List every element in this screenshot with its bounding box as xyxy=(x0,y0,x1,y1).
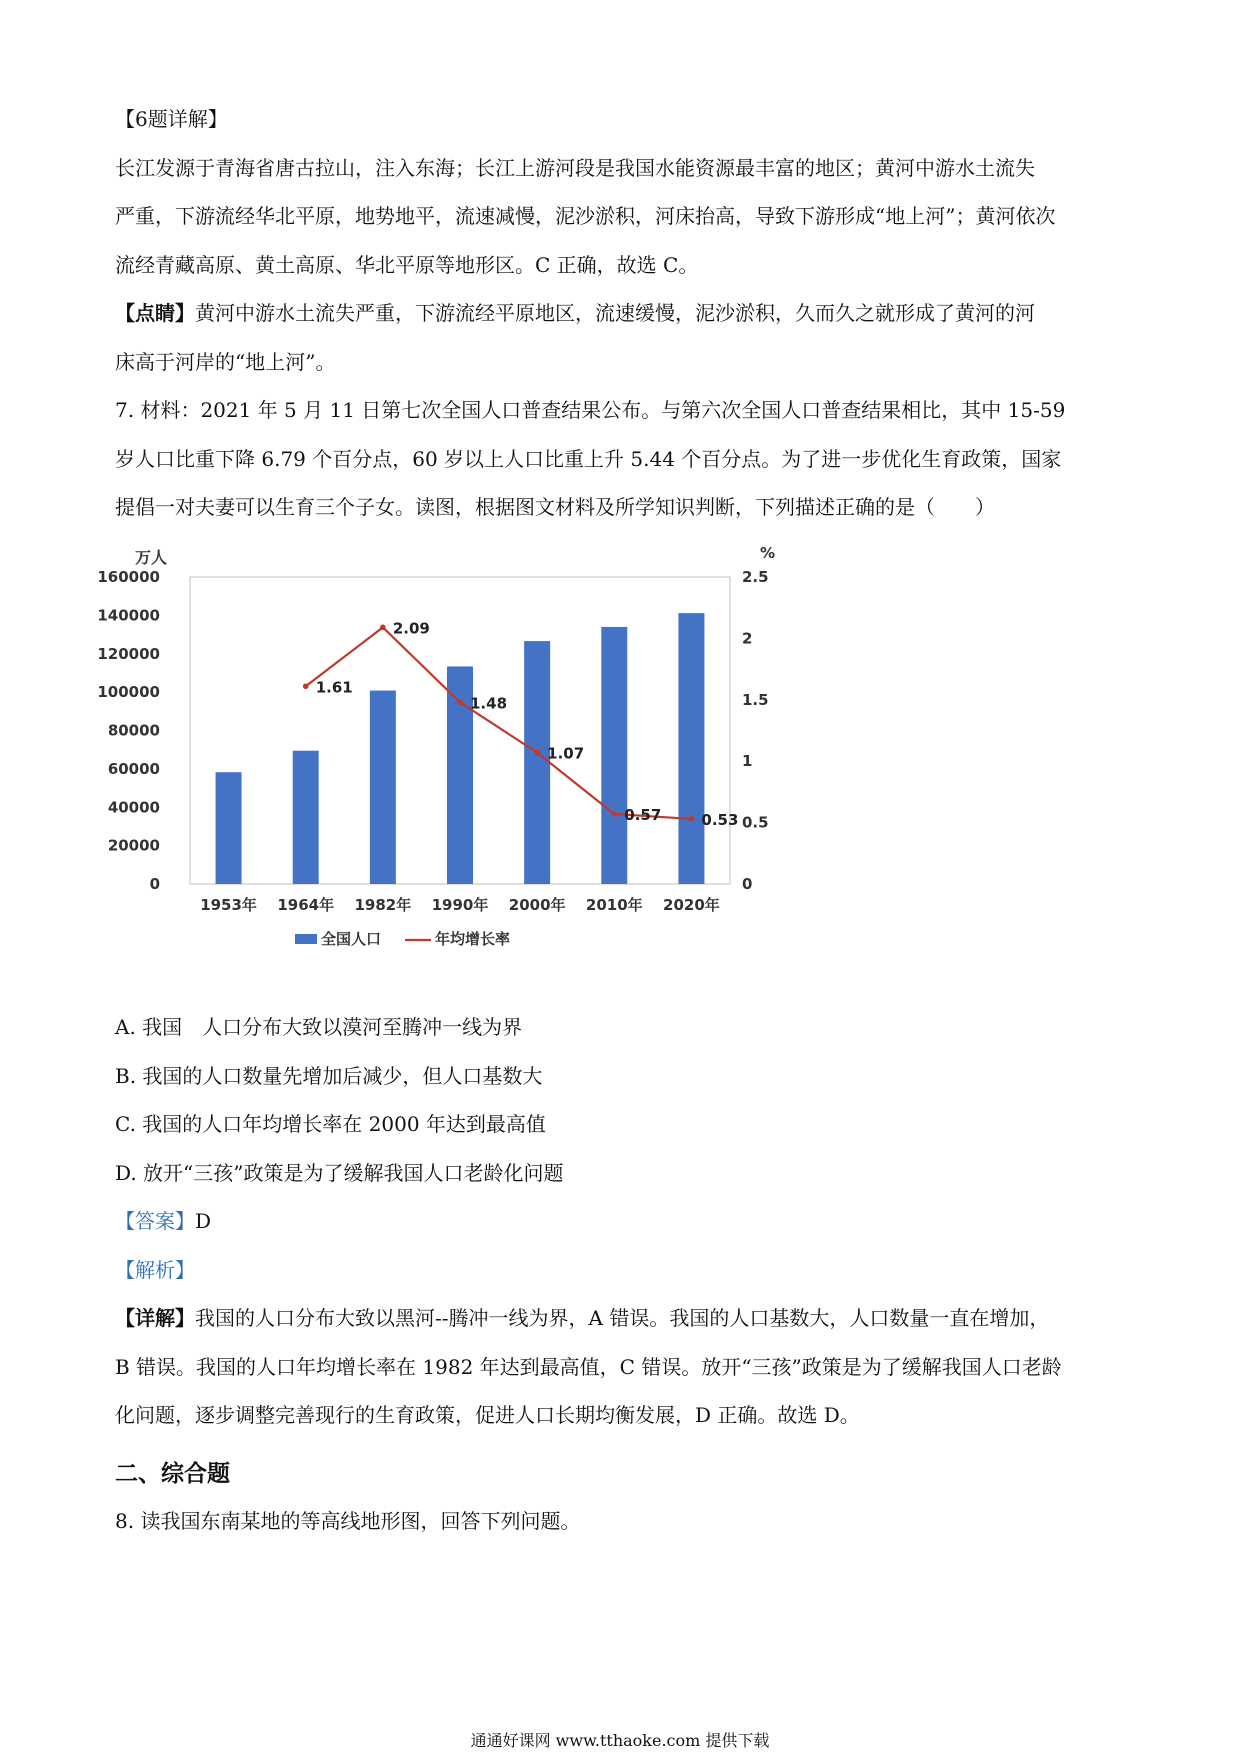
growth-rate-point xyxy=(534,750,540,756)
section-2-title: 二、综合题 xyxy=(115,1461,230,1487)
x-tick-label: 2010年 xyxy=(585,896,643,914)
option-b: B. 我国的人口数量先增加后减少，但人口基数大 xyxy=(115,1063,543,1088)
right-tick-label: 1 xyxy=(742,752,753,771)
x-tick-label: 1990年 xyxy=(431,896,489,914)
population-bar xyxy=(216,772,242,884)
x-tick-label: 1964年 xyxy=(277,896,335,914)
legend-bar-swatch xyxy=(295,934,317,944)
right-tick-label: 2 xyxy=(742,629,753,648)
q6-tip-line-1: 黄河中游水土流失严重，下游流经平原地区，流速缓慢，泥沙淤积，久而久之就形成了黄河的河 xyxy=(195,301,1035,325)
q6-block xyxy=(115,95,1135,386)
right-tick-label: 1.5 xyxy=(742,690,769,709)
growth-rate-data-label: 0.53 xyxy=(701,810,739,829)
q7-line-1: 7. 材料：2021 年 5 月 11 日第七次全国人口普查结果公布。与第六次全国人口普查结果相比，其中 15-59 xyxy=(115,398,1066,422)
x-tick-label: 2020年 xyxy=(663,896,720,914)
answer-label: 【答案】 xyxy=(115,1209,195,1233)
option-d: D. 放开“三孩”政策是为了缓解我国人口老龄化问题 xyxy=(115,1160,564,1185)
q6-tip-label: 【点睛】 xyxy=(115,301,195,325)
detail-line-3: 化问题，逐步调整完善现行的生育政策，促进人口长期均衡发展，D 正确。故选 D。 xyxy=(115,1403,860,1427)
detail-line-1: 我国的人口分布大致以黑河--腾冲一线为界，A 错误。我国的人口基数大，人口数量一直在增加， xyxy=(195,1306,1050,1330)
growth-rate-data-label: 2.09 xyxy=(392,619,430,638)
detail xyxy=(115,1294,1135,1343)
left-tick-label: 0 xyxy=(149,875,160,893)
population-bar xyxy=(293,751,319,884)
left-tick-label: 160000 xyxy=(97,568,160,586)
population-bar xyxy=(678,613,704,884)
q7-stem xyxy=(115,386,1135,532)
left-tick-label: 40000 xyxy=(107,798,160,817)
left-tick-label: 20000 xyxy=(107,836,160,855)
q6-tip-line-2: 床高于河岸的“地上河”。 xyxy=(115,349,336,374)
right-tick-label: 0 xyxy=(742,875,753,893)
x-tick-label: 1982年 xyxy=(354,896,412,914)
population-bar xyxy=(370,691,396,884)
growth-rate-point xyxy=(380,625,386,631)
growth-rate-point xyxy=(689,816,695,822)
growth-rate-point xyxy=(303,683,309,689)
growth-rate-line xyxy=(306,627,692,819)
growth-rate-point xyxy=(611,811,617,817)
answer-value: D xyxy=(195,1209,212,1233)
population-chart xyxy=(97,535,805,975)
growth-rate-data-label: 0.57 xyxy=(624,806,662,825)
right-tick-label: 2.5 xyxy=(742,568,769,586)
q7-line-2: 岁人口比重下降 6.79 个百分点，60 岁以上人口比重上升 5.44 个百分点。为了进一步优化生育政策，国家 xyxy=(115,446,1062,471)
analysis-label: 【解析】 xyxy=(115,1257,195,1282)
q6-line-2: 严重，下游流经华北平原，地势地平，流速减慢，泥沙淤积，河床抬高，导致下游形成“地上河”；黄河依次 xyxy=(115,204,1056,228)
q7-line-3: 提倡一对夫妻可以生育三个子女。读图，根据图文材料及所学知识判断，下列描述正确的是（ ） xyxy=(115,495,995,519)
q6-line-1: 长江发源于青海省唐古拉山，注入东海；长江上游河段是我国水能资源最丰富的地区；黄河中游水土流失 xyxy=(115,155,1035,180)
detail-label: 【详解】 xyxy=(115,1306,195,1330)
legend-bar-label: 全国人口 xyxy=(321,930,382,948)
left-tick-label: 140000 xyxy=(97,606,160,625)
right-axis-unit: % xyxy=(760,544,776,562)
answer xyxy=(115,1197,1135,1246)
left-tick-label: 120000 xyxy=(97,644,160,663)
q6-heading: 【6题详解】 xyxy=(115,107,228,131)
x-tick-label: 2000年 xyxy=(508,896,566,914)
growth-rate-data-label: 1.61 xyxy=(315,678,353,697)
growth-rate-data-label: 1.07 xyxy=(547,744,585,763)
q6-tip xyxy=(115,289,1135,338)
growth-rate-point xyxy=(457,699,463,705)
growth-rate-data-label: 1.48 xyxy=(470,694,508,713)
q7-options xyxy=(115,1003,1135,1440)
q8-text: 8. 读我国东南某地的等高线地形图，回答下列问题。 xyxy=(115,1509,581,1533)
x-tick-label: 1953年 xyxy=(200,896,257,914)
q6-line-3: 流经青藏高原、黄土高原、华北平原等地形区。C 正确，故选 C。 xyxy=(115,252,699,277)
right-tick-label: 0.5 xyxy=(742,813,769,832)
population-bar xyxy=(601,627,627,884)
legend-line-label: 年均增长率 xyxy=(435,930,511,948)
left-tick-label: 80000 xyxy=(107,721,160,740)
left-tick-label: 100000 xyxy=(97,683,160,702)
left-tick-label: 60000 xyxy=(107,759,160,778)
q8-stem xyxy=(115,1497,1135,1546)
detail-line-2: B 错误。我国的人口年均增长率在 1982 年达到最高值，C 错误。放开“三孩”政策是为了缓解我国人口老龄 xyxy=(115,1354,1062,1379)
option-a: A. 我国 人口分布大致以漠河至腾冲一线为界 xyxy=(115,1015,523,1039)
option-c: C. 我国的人口年均增长率在 2000 年达到最高值 xyxy=(115,1112,546,1136)
left-axis-unit: 万人 xyxy=(135,548,168,567)
footer: 通通好课网 www.tthaoke.com 提供下载 xyxy=(470,1731,770,1750)
